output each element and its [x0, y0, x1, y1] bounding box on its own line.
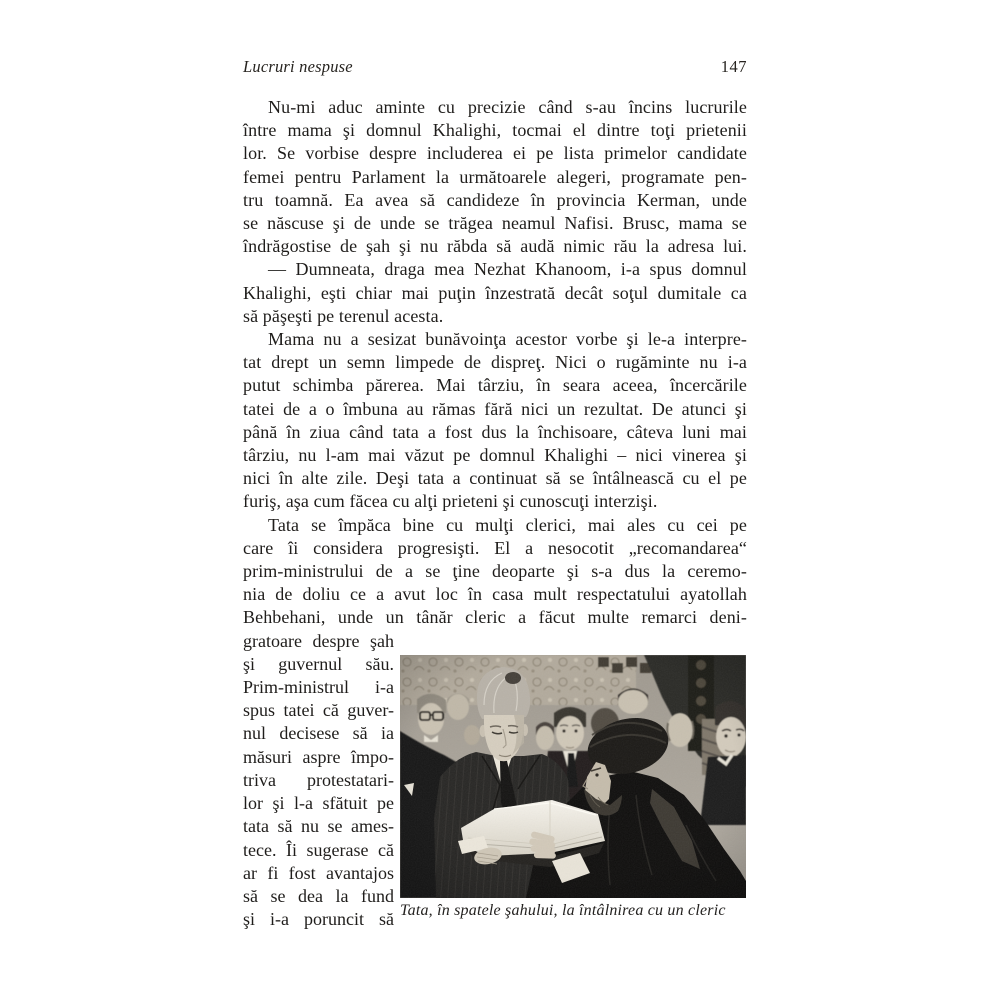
body-paragraphs [243, 96, 747, 630]
text-line: prim-ministrului de a se ţine deoparte şi s-a dus la ceremo- [243, 561, 747, 582]
text-line: tat drept un semn limpede de dispreţ. Nici o rugăminte nu i-a [243, 352, 747, 373]
running-title: Lucruri nespuse [243, 57, 353, 76]
text-line: târziu, nu l-am mai văzut pe domnul Khalighi – nici vinerea şi [243, 445, 747, 466]
text-line: tece. Îi sugerase că [243, 839, 394, 860]
text-line: furiş, aşa cum făcea cu alţi prieteni şi cunoscuţi interzişi. [243, 491, 658, 512]
text-line: tatei de a o îmbuna au rămas fără nici un rezultat. De atunci şi [243, 398, 747, 419]
text-line: spus tatei că guver- [243, 700, 394, 721]
text-line: femei pentru Parlament la următoarele alegeri, programate pen- [243, 166, 747, 187]
figure [400, 630, 747, 921]
text-line: nul decisese să ia [243, 723, 394, 744]
paragraph [243, 96, 747, 258]
text-line: îndrăgostise de şah şi nu răbda să audă nimic rău la adresa lui. [243, 236, 747, 257]
text-line: lor. Se vorbise despre includerea ei pe lista primelor candidate [243, 143, 747, 164]
photo-caption: Tata, în spatele şahului, la întâlnirea cu un cleric [400, 901, 726, 919]
paragraph [243, 514, 747, 630]
text-line: nia de doliu ce a avut loc în casa mult respectatului ayatollah [243, 584, 747, 605]
text-line: nici în alte zile. Deşi tata a continuat să se întâlnească cu el pe [243, 468, 747, 489]
text-line: — Dumneata, draga mea Nezhat Khanoom, i-a spus domnul [268, 259, 747, 280]
running-header [243, 57, 747, 77]
text-line: Nu-mi aduc aminte cu precizie când s-au încins lucrurile [268, 97, 747, 117]
text-line: şi guvernul său. [243, 653, 394, 674]
text-line: măsuri aspre împo- [243, 746, 394, 767]
text-wrap-region [243, 630, 747, 932]
text-line: Tata se împăca bine cu mulţi clerici, mai ales cu cei pe [268, 514, 747, 535]
text-line: gratoare despre şah [243, 630, 394, 651]
text-line: tata să nu se ames- [243, 816, 394, 837]
text-line: tru toamnă. Ea avea să candideze în provincia Kerman, unde [243, 189, 747, 210]
text-line: lor şi l-a sfătuit pe [243, 793, 394, 814]
text-line: ar fi fost avantajos [243, 862, 394, 883]
text-line: să se dea la fund [243, 885, 394, 906]
paragraph [243, 258, 747, 328]
text-line: triva protestatari- [243, 769, 394, 790]
body-text [243, 96, 747, 931]
narrow-column [243, 630, 400, 932]
text-line: care îi considera progresişti. El a nesocotit „recomandarea“ [243, 537, 747, 558]
page-number: 147 [720, 57, 747, 76]
text-line: putut schimba părerea. Mai târziu, în seara aceea, încercările [243, 375, 747, 396]
text-line: Khalighi, eşti chiar mai puţin înzestrată decât soţul dumitale ca [243, 282, 747, 303]
text-line: să păşeşti pe terenul acesta. [243, 305, 444, 326]
text-line: Mama nu a sesizat bunăvoinţa acestor vorbe şi le-a interpre- [268, 329, 747, 350]
photo-illustration [400, 655, 746, 898]
text-line: se născuse şi de unde se trăgea neamul Nafisi. Brusc, mama se [243, 213, 747, 234]
text-line: între mama şi domnul Khalighi, tocmai el dintre toţi prietenii [243, 120, 747, 141]
paragraph [243, 328, 747, 514]
text-line: până în ziua când tata a fost dus la închisoare, câteva luni mai [243, 421, 747, 442]
text-line: Behbehani, unde un tânăr cleric a făcut multe remarci deni- [243, 607, 747, 628]
text-block [243, 57, 747, 931]
text-line: şi i-a poruncit să [243, 909, 394, 930]
text-line: Prim-ministrul i-a [243, 677, 394, 698]
